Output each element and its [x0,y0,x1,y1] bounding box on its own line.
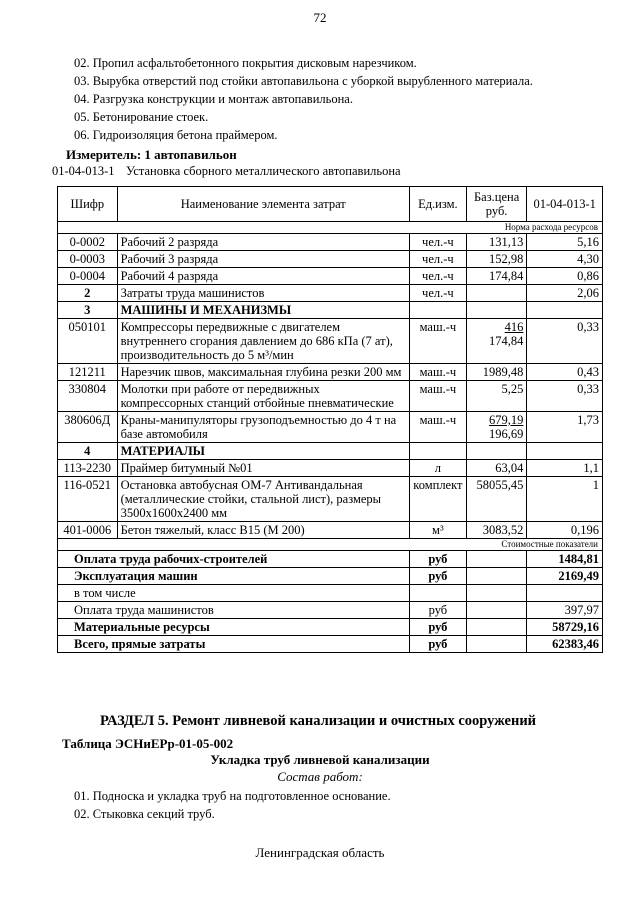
cell-norm [527,302,603,319]
table-row [58,285,603,302]
table-row [58,251,603,268]
cell-unit: маш.-ч [409,319,466,364]
totals-unit: руб [409,619,466,636]
table-row [58,381,603,412]
cell-code: 0-0004 [58,268,118,285]
cell-norm: 1 [527,477,603,522]
totals-value: 1484,81 [527,551,603,568]
totals-name: в том числе [58,585,410,602]
cell-code: 4 [58,443,118,460]
cell-name: Бетон тяжелый, класс В15 (М 200) [117,522,409,539]
totals-value [527,585,603,602]
cell-price: 63,04 [466,460,527,477]
cell-unit: чел.-ч [409,268,466,285]
cell-unit: чел.-ч [409,251,466,268]
cell-unit: чел.-ч [409,234,466,251]
table-reference: Таблица ЭСНиЕРр-01-05-002 [62,736,234,751]
cell-unit: маш.-ч [409,412,466,443]
work-item: 02. Пропил асфальтобетонного покрытия дисковым нарезчиком. [74,56,417,70]
totals-empty [466,568,527,585]
cell-name: Рабочий 4 разряда [117,268,409,285]
cell-code: 116-0521 [58,477,118,522]
cell-unit: маш.-ч [409,364,466,381]
cell-code: 380606Д [58,412,118,443]
totals-empty [466,636,527,653]
cell-norm: 2,06 [527,285,603,302]
cell-norm: 1,73 [527,412,603,443]
cell-price: 131,13 [466,234,527,251]
totals-value: 58729,16 [527,619,603,636]
price-value: 416 [504,320,524,334]
totals-row [58,585,603,602]
table-row [58,412,603,443]
cell-price [466,319,527,364]
table-row [58,443,603,460]
price-value-secondary: 174,84 [489,334,524,348]
cell-norm: 0,33 [527,381,603,412]
cell-code: 050101 [58,319,118,364]
cell-unit: комплект [409,477,466,522]
cell-name: Рабочий 2 разряда [117,234,409,251]
table-row [58,460,603,477]
table-row [58,319,603,364]
totals-name: Всего, прямые затраты [58,636,410,653]
work-item: 06. Гидроизоляция бетона праймером. [74,128,278,142]
header-code: Шифр [58,187,118,222]
totals-name: Оплата труда машинистов [58,602,410,619]
measure-unit: Измеритель: 1 автопавильон [66,147,237,162]
price-value: 679,19 [489,413,524,427]
header-norm: 01-04-013-1 [527,187,603,222]
totals-value: 397,97 [527,602,603,619]
cell-unit: л [409,460,466,477]
totals-empty [466,602,527,619]
cell-name: Нарезчик швов, максимальная глубина резки 200 мм [117,364,409,381]
totals-name: Материальные ресурсы [58,619,410,636]
totals-name: Оплата труда рабочих-строителей [58,551,410,568]
totals-row [58,619,603,636]
header-price: Баз.цена руб. [466,187,527,222]
work-item: 02. Стыковка секций труб. [74,807,215,821]
cell-price [466,412,527,443]
work-item: 05. Бетонирование стоек. [74,110,209,124]
totals-empty [466,619,527,636]
works-label: Состав работ: [277,769,363,784]
subheader-norms-row [58,222,603,234]
cell-price [466,285,527,302]
totals-row [58,568,603,585]
cell-name: МАШИНЫ И МЕХАНИЗМЫ [117,302,409,319]
totals-row [58,551,603,568]
cell-price: 58055,45 [466,477,527,522]
totals-row [58,636,603,653]
cell-name: Праймер битумный №01 [117,460,409,477]
totals-unit: руб [409,602,466,619]
subheader-cost-row [58,539,603,551]
cell-price [466,443,527,460]
cell-code: 2 [58,285,118,302]
cell-norm: 4,30 [527,251,603,268]
resource-table [57,186,603,653]
norm-code: 01-04-013-1 [52,164,115,178]
totals-unit: руб [409,568,466,585]
cell-name: Затраты труда машинистов [117,285,409,302]
page-number: 72 [313,10,327,25]
totals-value: 62383,46 [527,636,603,653]
section-heading: Укладка труб ливневой канализации [210,752,430,767]
cell-code: 0-0003 [58,251,118,268]
work-item: 03. Вырубка отверстий под стойки автопавильона с уборкой вырубленного материала. [74,74,533,88]
price-value-secondary: 196,69 [489,427,524,441]
cell-norm: 1,1 [527,460,603,477]
cell-name: Компрессоры передвижные с двигателем внутреннего сгорания давлением до 686 кПа (7 ат), производительность до 5 м³/мин [117,319,409,364]
totals-unit: руб [409,551,466,568]
table-row [58,477,603,522]
work-item: 01. Подноска и укладка труб на подготовленное основание. [74,789,391,803]
table-header [58,187,603,222]
work-item: 04. Разгрузка конструкции и монтаж автопавильона. [74,92,353,106]
table-row [58,364,603,381]
subheader-norms: Норма расхода ресурсов [58,222,603,234]
table-row [58,234,603,251]
header-name: Наименование элемента затрат [117,187,409,222]
cell-code: 330804 [58,381,118,412]
cell-name: Краны-манипуляторы грузоподъемностью до 4 т на базе автомобиля [117,412,409,443]
subheader-cost: Стоимостные показатели [58,539,603,551]
cell-norm: 0,43 [527,364,603,381]
section-title: РАЗДЕЛ 5. Ремонт ливневой канализации и очистных сооружений [100,713,537,729]
cell-code: 3 [58,302,118,319]
cell-code: 113-2230 [58,460,118,477]
totals-unit: руб [409,636,466,653]
cell-norm: 5,16 [527,234,603,251]
cell-price: 1989,48 [466,364,527,381]
cell-unit: чел.-ч [409,285,466,302]
cell-code: 121211 [58,364,118,381]
cell-price: 3083,52 [466,522,527,539]
cell-code: 401-0006 [58,522,118,539]
table-row [58,268,603,285]
table-row [58,302,603,319]
cell-norm: 0,33 [527,319,603,364]
totals-empty [466,585,527,602]
cell-name: Рабочий 3 разряда [117,251,409,268]
footer-region: Ленинградская область [255,845,385,860]
header-unit: Ед.изм. [409,187,466,222]
cell-unit [409,443,466,460]
totals-unit [409,585,466,602]
totals-row [58,602,603,619]
cell-name: Молотки при работе от передвижных компрессорных станций отбойные пневматические [117,381,409,412]
totals-name: Эксплуатация машин [58,568,410,585]
cell-unit [409,302,466,319]
cell-norm [527,443,603,460]
cell-code: 0-0002 [58,234,118,251]
cell-unit: маш.-ч [409,381,466,412]
cell-name: Остановка автобусная ОМ-7 Антивандальная (металлические стойки, стальной лист), размеры 3500x1600x2400 мм [117,477,409,522]
cell-name: МАТЕРИАЛЫ [117,443,409,460]
norm-title: Установка сборного металлического автопавильона [126,164,401,178]
cell-price: 152,98 [466,251,527,268]
cell-price: 174,84 [466,268,527,285]
cell-norm: 0,196 [527,522,603,539]
cell-price: 5,25 [466,381,527,412]
totals-value: 2169,49 [527,568,603,585]
totals-empty [466,551,527,568]
cell-norm: 0,86 [527,268,603,285]
table-row [58,522,603,539]
cell-price [466,302,527,319]
cell-unit: м³ [409,522,466,539]
